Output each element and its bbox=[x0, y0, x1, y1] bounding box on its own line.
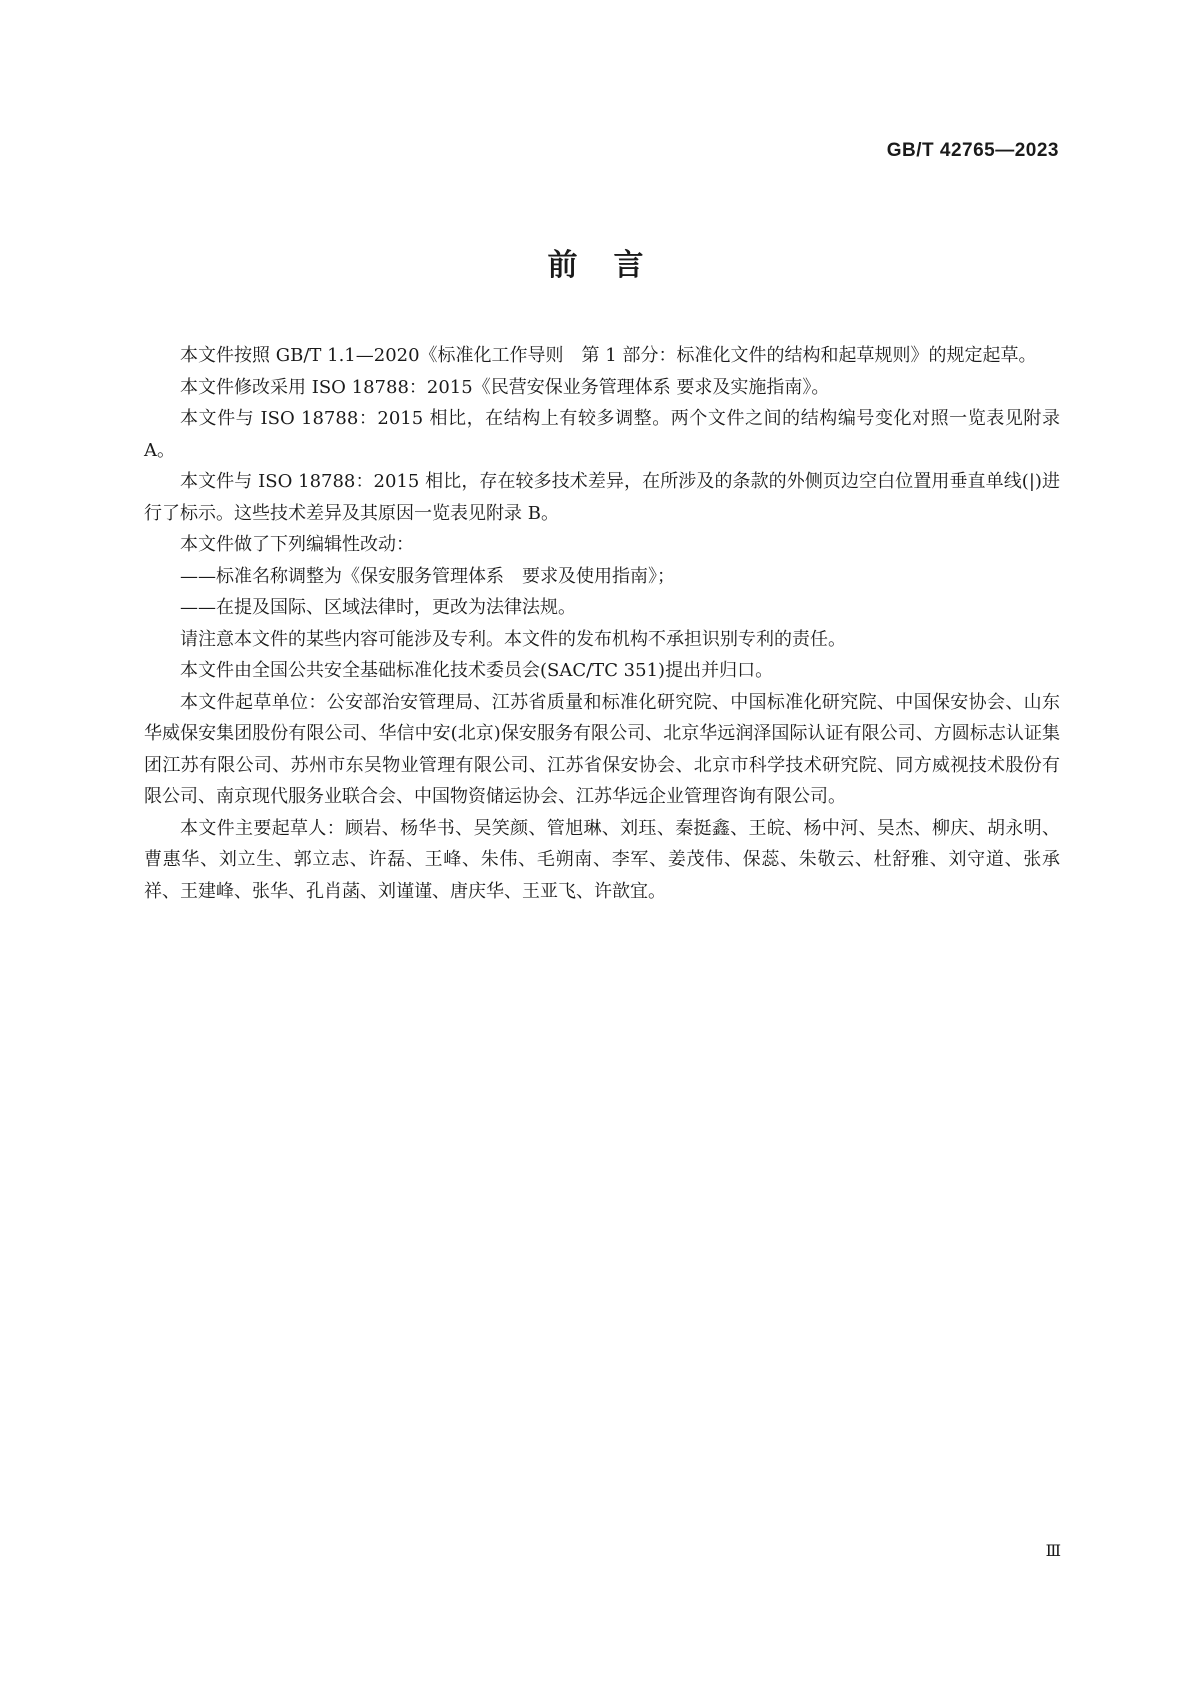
paragraph-patent-notice: 请注意本文件的某些内容可能涉及专利。本文件的发布机构不承担识别专利的责任。 bbox=[180, 628, 846, 650]
paragraph-technical-differences: 本文件与 ISO 18788：2015 相比，存在较多技术差异，在所涉及的条款的外侧页边空白位置用垂直单线(|)进行了标示。这些技术差异及其原因一览表见附录 B。 bbox=[144, 471, 1060, 524]
paragraph-drafting-units: 本文件起草单位：公安部治安管理局、江苏省质量和标准化研究院、中国标准化研究院、中国保安协会、山东华威保安集团股份有限公司、华信中安(北京)保安服务有限公司、北京华远润泽国际认证有限公司、方圆标志认证集团江苏有限公司、苏州市东吴物业管理有限公司、江苏省保安协会、北京市科学技术研究院、同方威视技术股份有限公司、南京现代服务业联合会、中国物资储运协会、江苏华远企业管理咨询有限公司。 bbox=[144, 691, 1060, 807]
paragraph-adoption: 本文件修改采用 ISO 18788：2015《民营安保业务管理体系 要求及实施指南》。 bbox=[180, 376, 830, 398]
paragraph-committee: 本文件由全国公共安全基础标准化技术委员会(SAC/TC 351)提出并归口。 bbox=[180, 660, 774, 681]
standard-code: GB/T 42765—2023 bbox=[886, 140, 1059, 161]
list-item-name-change: ——标准名称调整为《保安服务管理体系 要求及使用指南》； bbox=[180, 565, 675, 587]
page-title: 前言 bbox=[547, 248, 680, 283]
paragraph-structure-changes: 本文件与 ISO 18788：2015 相比，在结构上有较多调整。两个文件之间的结构编号变化对照一览表见附录 A。 bbox=[144, 408, 1060, 461]
list-item-law-change: ——在提及国际、区域法律时，更改为法律法规。 bbox=[180, 597, 576, 618]
foreword-body bbox=[144, 340, 1060, 907]
page-number: Ⅲ bbox=[1045, 1543, 1061, 1560]
paragraph-drafting-rules: 本文件按照 GB/T 1.1—2020《标准化工作导则 第 1 部分：标准化文件的结构和起草规则》的规定起草。 bbox=[180, 345, 1037, 366]
paragraph-editorial-changes: 本文件做了下列编辑性改动： bbox=[180, 534, 414, 555]
paragraph-drafters: 本文件主要起草人：顾岩、杨华书、吴笑颜、管旭琳、刘珏、秦挺鑫、王皖、杨中河、吴杰、柳庆、胡永明、曹惠华、刘立生、郭立志、许磊、王峰、朱伟、毛朔南、李军、姜茂伟、保蕊、朱敬云、杜舒雅、刘守道、张承祥、王建峰、张华、孔肖菡、刘谨谨、唐庆华、王亚飞、许歆宜。 bbox=[144, 817, 1060, 902]
